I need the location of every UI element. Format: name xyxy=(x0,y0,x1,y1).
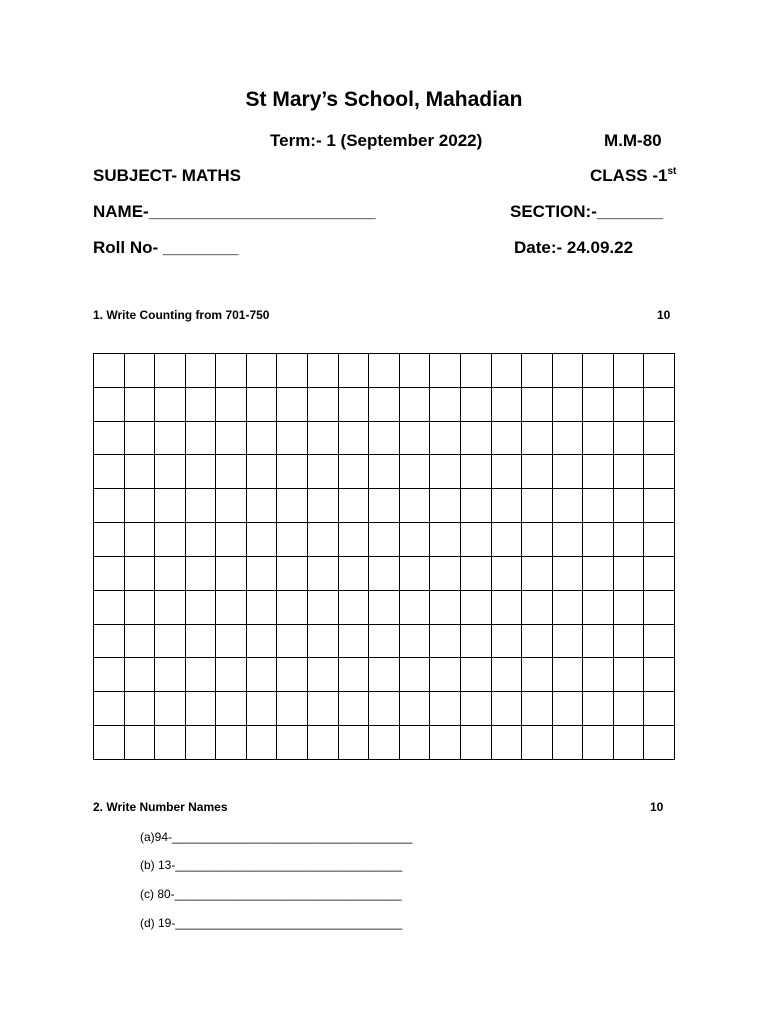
grid-cell xyxy=(430,624,461,658)
grid-cell xyxy=(583,523,614,557)
grid-cell xyxy=(460,523,491,557)
max-marks: M.M-80 xyxy=(604,131,662,150)
grid-cell xyxy=(246,658,277,692)
grid-cell xyxy=(369,590,400,624)
grid-cell xyxy=(430,455,461,489)
grid-cell xyxy=(216,658,247,692)
grid-cell xyxy=(185,387,216,421)
grid-cell xyxy=(124,523,155,557)
grid-row xyxy=(94,624,675,658)
grid-cell xyxy=(399,726,430,760)
grid-cell xyxy=(155,387,186,421)
subject-label: SUBJECT- MATHS xyxy=(93,166,241,185)
grid-row xyxy=(94,726,675,760)
grid-row xyxy=(94,523,675,557)
grid-cell xyxy=(552,354,583,388)
grid-cell xyxy=(613,421,644,455)
grid-cell xyxy=(583,489,614,523)
grid-cell xyxy=(369,421,400,455)
grid-cell xyxy=(430,489,461,523)
grid-row xyxy=(94,692,675,726)
grid-cell xyxy=(338,692,369,726)
grid-cell xyxy=(277,523,308,557)
grid-cell xyxy=(644,726,675,760)
grid-cell xyxy=(369,387,400,421)
grid-cell xyxy=(491,726,522,760)
grid-cell xyxy=(369,455,400,489)
grid-cell xyxy=(552,523,583,557)
question-2-marks: 10 xyxy=(650,800,664,814)
grid-cell xyxy=(613,658,644,692)
grid-cell xyxy=(216,556,247,590)
grid-row xyxy=(94,421,675,455)
counting-grid xyxy=(93,353,675,760)
grid-cell xyxy=(552,455,583,489)
grid-cell xyxy=(308,455,339,489)
grid-cell xyxy=(185,624,216,658)
grid-cell xyxy=(308,590,339,624)
grid-cell xyxy=(124,455,155,489)
grid-cell xyxy=(522,624,553,658)
grid-cell xyxy=(185,489,216,523)
grid-cell xyxy=(246,692,277,726)
grid-cell xyxy=(644,692,675,726)
grid-cell xyxy=(613,523,644,557)
grid-cell xyxy=(185,590,216,624)
grid-cell xyxy=(583,624,614,658)
grid-cell xyxy=(552,421,583,455)
school-title: St Mary’s School, Mahadian xyxy=(245,88,523,111)
grid-cell xyxy=(399,658,430,692)
grid-cell xyxy=(94,590,125,624)
grid-cell xyxy=(460,658,491,692)
question-1-marks: 10 xyxy=(657,308,671,322)
grid-cell xyxy=(94,489,125,523)
grid-cell xyxy=(552,387,583,421)
grid-cell xyxy=(491,387,522,421)
grid-cell xyxy=(613,489,644,523)
grid-cell xyxy=(522,726,553,760)
grid-cell xyxy=(491,421,522,455)
grid-cell xyxy=(277,658,308,692)
grid-cell xyxy=(399,489,430,523)
grid-cell xyxy=(491,624,522,658)
grid-cell xyxy=(216,489,247,523)
grid-cell xyxy=(460,455,491,489)
grid-cell xyxy=(369,489,400,523)
grid-cell xyxy=(552,726,583,760)
grid-cell xyxy=(583,658,614,692)
grid-cell xyxy=(246,489,277,523)
grid-cell xyxy=(644,354,675,388)
grid-cell xyxy=(216,590,247,624)
grid-cell xyxy=(94,354,125,388)
grid-cell xyxy=(185,354,216,388)
grid-cell xyxy=(185,658,216,692)
grid-cell xyxy=(155,624,186,658)
grid-cell xyxy=(613,726,644,760)
grid-cell xyxy=(124,624,155,658)
grid-row xyxy=(94,455,675,489)
grid-cell xyxy=(369,556,400,590)
grid-cell xyxy=(277,387,308,421)
grid-cell xyxy=(246,354,277,388)
grid-cell xyxy=(308,354,339,388)
grid-cell xyxy=(216,523,247,557)
grid-cell xyxy=(308,421,339,455)
grid-cell xyxy=(522,523,553,557)
question-1-title: 1. Write Counting from 701-750 xyxy=(93,308,270,322)
grid-cell xyxy=(155,421,186,455)
grid-cell xyxy=(491,489,522,523)
grid-cell xyxy=(583,387,614,421)
grid-cell xyxy=(430,523,461,557)
grid-cell xyxy=(246,556,277,590)
grid-cell xyxy=(246,624,277,658)
grid-cell xyxy=(94,726,125,760)
grid-cell xyxy=(522,354,553,388)
class-label xyxy=(590,166,676,186)
grid-cell xyxy=(369,658,400,692)
grid-cell xyxy=(246,455,277,489)
grid-row xyxy=(94,590,675,624)
number-name-item-b: (b) 13-__________________________________ xyxy=(140,858,403,872)
grid-cell xyxy=(308,387,339,421)
grid-cell xyxy=(399,523,430,557)
grid-cell xyxy=(155,726,186,760)
grid-cell xyxy=(246,387,277,421)
grid-cell xyxy=(94,692,125,726)
grid-cell xyxy=(124,590,155,624)
grid-cell xyxy=(583,726,614,760)
grid-cell xyxy=(308,556,339,590)
grid-cell xyxy=(277,624,308,658)
grid-cell xyxy=(124,658,155,692)
grid-cell xyxy=(94,556,125,590)
grid-cell xyxy=(338,556,369,590)
grid-cell xyxy=(522,556,553,590)
grid-cell xyxy=(491,658,522,692)
grid-cell xyxy=(552,624,583,658)
grid-cell xyxy=(94,523,125,557)
grid-cell xyxy=(369,624,400,658)
grid-cell xyxy=(338,590,369,624)
name-field: NAME-________________________ xyxy=(93,202,376,221)
grid-cell xyxy=(522,489,553,523)
grid-cell xyxy=(94,421,125,455)
grid-cell xyxy=(94,658,125,692)
grid-cell xyxy=(277,692,308,726)
grid-cell xyxy=(552,489,583,523)
grid-cell xyxy=(369,523,400,557)
grid-cell xyxy=(185,421,216,455)
grid-cell xyxy=(460,489,491,523)
grid-cell xyxy=(399,421,430,455)
grid-cell xyxy=(460,421,491,455)
grid-cell xyxy=(491,523,522,557)
grid-cell xyxy=(460,726,491,760)
grid-cell xyxy=(246,421,277,455)
grid-cell xyxy=(155,489,186,523)
grid-cell xyxy=(460,590,491,624)
grid-cell xyxy=(583,556,614,590)
grid-cell xyxy=(369,726,400,760)
grid-cell xyxy=(491,692,522,726)
grid-cell xyxy=(644,590,675,624)
grid-cell xyxy=(613,387,644,421)
grid-cell xyxy=(644,523,675,557)
grid-cell xyxy=(246,590,277,624)
grid-cell xyxy=(308,489,339,523)
grid-cell xyxy=(430,556,461,590)
grid-cell xyxy=(522,421,553,455)
grid-cell xyxy=(430,421,461,455)
grid-cell xyxy=(644,455,675,489)
grid-cell xyxy=(155,692,186,726)
grid-cell xyxy=(522,590,553,624)
grid-cell xyxy=(613,455,644,489)
grid-cell xyxy=(124,692,155,726)
grid-cell xyxy=(277,421,308,455)
grid-cell xyxy=(613,354,644,388)
grid-cell xyxy=(430,590,461,624)
grid-cell xyxy=(308,726,339,760)
grid-cell xyxy=(124,726,155,760)
grid-cell xyxy=(124,354,155,388)
grid-cell xyxy=(583,692,614,726)
question-2-title: 2. Write Number Names xyxy=(93,800,228,814)
grid-cell xyxy=(644,624,675,658)
grid-cell xyxy=(216,387,247,421)
grid-row xyxy=(94,489,675,523)
grid-cell xyxy=(644,658,675,692)
grid-cell xyxy=(338,421,369,455)
grid-cell xyxy=(613,556,644,590)
number-name-item-d: (d) 19-__________________________________ xyxy=(140,916,403,930)
grid-cell xyxy=(552,658,583,692)
roll-number-field: Roll No- ________ xyxy=(93,238,239,257)
section-field: SECTION:-_______ xyxy=(510,202,664,221)
grid-cell xyxy=(522,692,553,726)
grid-cell xyxy=(522,455,553,489)
grid-cell xyxy=(644,387,675,421)
grid-cell xyxy=(460,692,491,726)
grid-cell xyxy=(277,455,308,489)
grid-cell xyxy=(399,590,430,624)
grid-cell xyxy=(583,421,614,455)
grid-cell xyxy=(216,421,247,455)
grid-cell xyxy=(552,692,583,726)
grid-cell xyxy=(430,354,461,388)
term-label: Term:- 1 (September 2022) xyxy=(270,131,483,150)
grid-cell xyxy=(491,556,522,590)
grid-cell xyxy=(185,692,216,726)
grid-cell xyxy=(399,692,430,726)
class-suffix: st xyxy=(667,166,677,177)
grid-cell xyxy=(613,692,644,726)
grid-cell xyxy=(460,354,491,388)
grid-cell xyxy=(185,726,216,760)
grid-cell xyxy=(155,354,186,388)
grid-cell xyxy=(124,556,155,590)
grid-cell xyxy=(216,692,247,726)
grid-cell xyxy=(338,455,369,489)
grid-row xyxy=(94,354,675,388)
grid-cell xyxy=(430,692,461,726)
grid-cell xyxy=(308,624,339,658)
grid-cell xyxy=(216,354,247,388)
grid-cell xyxy=(94,387,125,421)
grid-cell xyxy=(277,590,308,624)
grid-cell xyxy=(552,590,583,624)
grid-cell xyxy=(185,556,216,590)
class-text: CLASS -1 xyxy=(590,166,668,185)
grid-cell xyxy=(430,658,461,692)
grid-cell xyxy=(338,387,369,421)
grid-cell xyxy=(399,455,430,489)
grid-cell xyxy=(216,624,247,658)
grid-cell xyxy=(522,658,553,692)
grid-cell xyxy=(369,692,400,726)
grid-cell xyxy=(460,556,491,590)
grid-cell xyxy=(644,421,675,455)
grid-cell xyxy=(430,726,461,760)
grid-cell xyxy=(338,523,369,557)
grid-cell xyxy=(185,455,216,489)
grid-cell xyxy=(583,354,614,388)
grid-cell xyxy=(246,726,277,760)
grid-cell xyxy=(124,421,155,455)
grid-cell xyxy=(277,354,308,388)
grid-cell xyxy=(338,624,369,658)
grid-cell xyxy=(399,556,430,590)
grid-cell xyxy=(94,624,125,658)
grid-cell xyxy=(338,726,369,760)
grid-cell xyxy=(155,590,186,624)
grid-cell xyxy=(338,354,369,388)
grid-cell xyxy=(277,556,308,590)
grid-row xyxy=(94,658,675,692)
grid-cell xyxy=(185,523,216,557)
grid-cell xyxy=(613,590,644,624)
grid-cell xyxy=(369,354,400,388)
grid-cell xyxy=(277,726,308,760)
grid-cell xyxy=(583,455,614,489)
grid-cell xyxy=(613,624,644,658)
grid-cell xyxy=(216,455,247,489)
grid-cell xyxy=(216,726,247,760)
grid-cell xyxy=(583,590,614,624)
grid-cell xyxy=(430,387,461,421)
grid-cell xyxy=(155,658,186,692)
grid-cell xyxy=(338,489,369,523)
grid-cell xyxy=(94,455,125,489)
grid-cell xyxy=(277,489,308,523)
grid-cell xyxy=(399,387,430,421)
number-name-item-c: (c) 80-__________________________________ xyxy=(140,887,402,901)
grid-cell xyxy=(246,523,277,557)
grid-row xyxy=(94,387,675,421)
grid-cell xyxy=(155,455,186,489)
number-name-item-a: (a)94-____________________________________ xyxy=(140,830,413,844)
grid-cell xyxy=(460,624,491,658)
grid-cell xyxy=(308,692,339,726)
grid-cell xyxy=(460,387,491,421)
grid-cell xyxy=(522,387,553,421)
grid-cell xyxy=(308,658,339,692)
grid-cell xyxy=(308,523,339,557)
grid-row xyxy=(94,556,675,590)
grid-cell xyxy=(552,556,583,590)
grid-cell xyxy=(155,523,186,557)
grid-cell xyxy=(399,624,430,658)
grid-cell xyxy=(124,387,155,421)
grid-cell xyxy=(338,658,369,692)
grid-cell xyxy=(399,354,430,388)
grid-cell xyxy=(644,556,675,590)
grid-cell xyxy=(644,489,675,523)
grid-cell xyxy=(491,354,522,388)
grid-cell xyxy=(124,489,155,523)
grid-cell xyxy=(491,590,522,624)
grid-cell xyxy=(491,455,522,489)
exam-date: Date:- 24.09.22 xyxy=(514,238,634,257)
grid-cell xyxy=(155,556,186,590)
